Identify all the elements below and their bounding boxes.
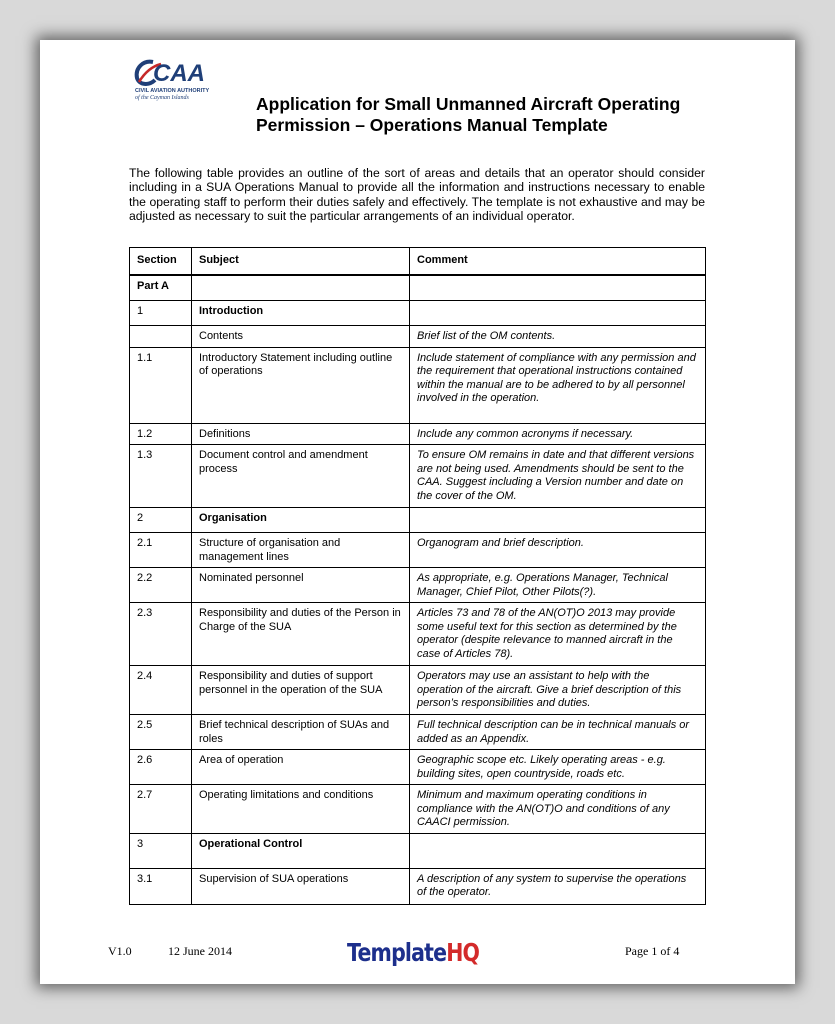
subject-cell: Operational Control xyxy=(192,833,410,868)
subject-cell: Supervision of SUA operations xyxy=(192,868,410,904)
footer-page-number: Page 1 of 4 xyxy=(625,944,680,958)
comment-cell: Minimum and maximum operating conditions in compliance with the AN(OT)O and conditions of any CAACI permission. xyxy=(410,785,706,834)
section-cell: 2.2 xyxy=(130,568,192,603)
intro-paragraph: The following table provides an outline of the sort of areas and details that an operator should consider including in a SUA Operations Manual to provide all the information and instructions necessary to enable the operating staff to perform their duties safely and effectively. The template is not exhaustive and may be adjusted as necessary to suit the particular arrangements of an individual operator. xyxy=(129,166,705,223)
logo-subtitle-2: of the Cayman Islands xyxy=(135,95,189,101)
table-row xyxy=(130,301,706,326)
table-row xyxy=(130,715,706,750)
section-cell: 2.4 xyxy=(130,666,192,715)
section-cell: 1 xyxy=(130,301,192,326)
subject-cell: Definitions xyxy=(192,423,410,445)
section-cell: 2.3 xyxy=(130,603,192,666)
comment-cell: Organogram and brief description. xyxy=(410,533,706,568)
comment-cell xyxy=(410,301,706,326)
section-cell: 3.1 xyxy=(130,868,192,904)
header-subject: Subject xyxy=(192,248,410,276)
operations-manual-table xyxy=(129,247,706,905)
subject-cell: Nominated personnel xyxy=(192,568,410,603)
section-cell: 1.1 xyxy=(130,347,192,423)
comment-cell xyxy=(410,275,706,301)
table-row xyxy=(130,508,706,533)
caa-logo xyxy=(133,58,243,108)
subject-cell: Structure of organisation and management lines xyxy=(192,533,410,568)
comment-cell xyxy=(410,833,706,868)
document-page xyxy=(40,40,795,984)
subject-cell: Operating limitations and conditions xyxy=(192,785,410,834)
comment-cell xyxy=(410,508,706,533)
comment-cell: Include statement of compliance with any permission and the requirement that operational instructions contained within the manual are to be adhered to by all personnel involved in the operation. xyxy=(410,347,706,423)
logo-word: CAA xyxy=(153,60,205,87)
logo-subtitle: CIVIL AVIATION AUTHORITY xyxy=(135,88,210,94)
subject-cell: Organisation xyxy=(192,508,410,533)
subject-cell: Contents xyxy=(192,326,410,348)
table-row xyxy=(130,347,706,423)
brand-part-2: HQ xyxy=(446,938,480,967)
comment-cell: A description of any system to supervise the operations of the operator. xyxy=(410,868,706,904)
section-cell: 1.2 xyxy=(130,423,192,445)
table-row xyxy=(130,785,706,834)
table-row xyxy=(130,275,706,301)
section-cell: 3 xyxy=(130,833,192,868)
footer-date: 12 June 2014 xyxy=(168,944,232,958)
section-cell: 2.5 xyxy=(130,715,192,750)
comment-cell: Operators may use an assistant to help with the operation of the aircraft. Give a brief description of this person’s responsibilities and duties. xyxy=(410,666,706,715)
section-cell: 2 xyxy=(130,508,192,533)
subject-cell: Responsibility and duties of support personnel in the operation of the SUA xyxy=(192,666,410,715)
comment-cell: Articles 73 and 78 of the AN(OT)O 2013 may provide some useful text for this section as determined by the operator (despite relevance to manned aircraft in the case of Articles 78). xyxy=(410,603,706,666)
table-row xyxy=(130,666,706,715)
section-cell: 2.6 xyxy=(130,750,192,785)
header-comment: Comment xyxy=(410,248,706,276)
subject-cell: Area of operation xyxy=(192,750,410,785)
table-row xyxy=(130,326,706,348)
subject-cell: Document control and amendment process xyxy=(192,445,410,508)
table-row xyxy=(130,750,706,785)
section-cell: 2.7 xyxy=(130,785,192,834)
table-row xyxy=(130,533,706,568)
comment-cell: Geographic scope etc. Likely operating areas - e.g. building sites, open countryside, roads etc. xyxy=(410,750,706,785)
comment-cell: Include any common acronyms if necessary. xyxy=(410,423,706,445)
footer-version: V1.0 xyxy=(108,944,132,958)
section-cell: 1.3 xyxy=(130,445,192,508)
document-title: Application for Small Unmanned Aircraft Operating Permission – Operations Manual Template xyxy=(256,94,681,135)
section-cell xyxy=(130,326,192,348)
table-row xyxy=(130,445,706,508)
comment-cell: Brief list of the OM contents. xyxy=(410,326,706,348)
table-body xyxy=(130,275,706,904)
section-cell: Part A xyxy=(130,275,192,301)
table-row xyxy=(130,423,706,445)
brand-part-1: Template xyxy=(347,938,447,967)
comment-cell: As appropriate, e.g. Operations Manager, Technical Manager, Chief Pilot, Other Pilots(?). xyxy=(410,568,706,603)
subject-cell: Introduction xyxy=(192,301,410,326)
subject-cell xyxy=(192,275,410,301)
table-header-row xyxy=(130,248,706,276)
templatehq-watermark-logo xyxy=(347,938,487,974)
subject-cell: Introductory Statement including outline of operations xyxy=(192,347,410,423)
comment-cell: Full technical description can be in technical manuals or added as an Appendix. xyxy=(410,715,706,750)
header-section: Section xyxy=(130,248,192,276)
subject-cell: Responsibility and duties of the Person in Charge of the SUA xyxy=(192,603,410,666)
table-row xyxy=(130,603,706,666)
table-row xyxy=(130,868,706,904)
section-cell: 2.1 xyxy=(130,533,192,568)
comment-cell: To ensure OM remains in date and that different versions are not being used. Amendments should be sent to the CAA. Suggest including a Version number and date on the cover of the OM. xyxy=(410,445,706,508)
table-row xyxy=(130,833,706,868)
subject-cell: Brief technical description of SUAs and roles xyxy=(192,715,410,750)
table-row xyxy=(130,568,706,603)
